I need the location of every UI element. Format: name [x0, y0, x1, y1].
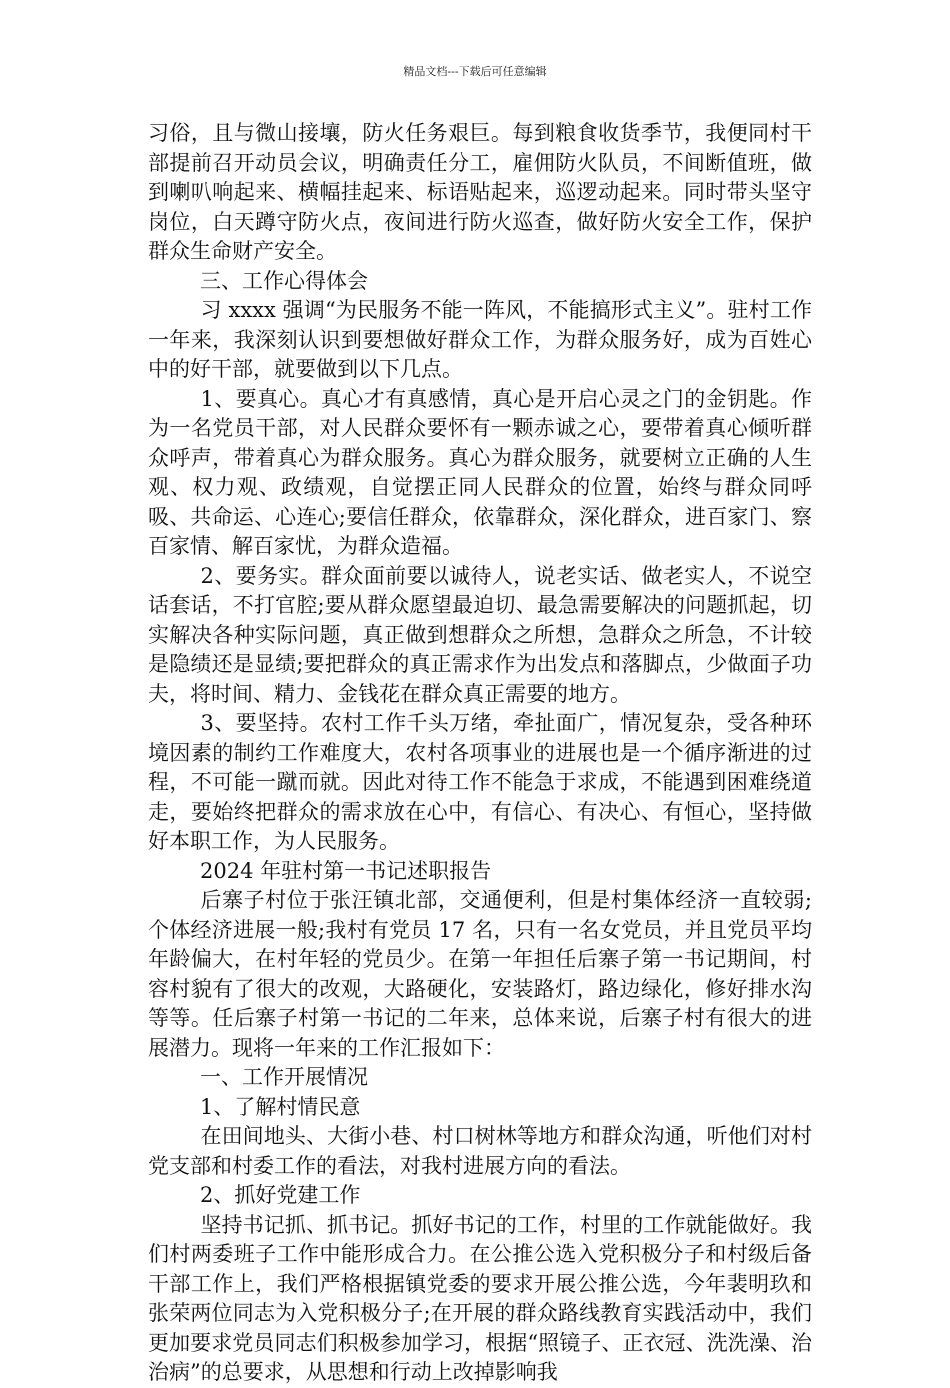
paragraph-persistence: 3、要坚持。农村工作千头万绪，牵扯面广，情况复杂，受各种环境因素的制约工作难度大，农村各项事业的进展也是一个循序渐进的过程，不可能一蹴而就。因此对待工作不能急于求成，不能遇到困难绕道走，要始终把群众的需求放在心中，有信心、有决心、有恒心，坚持做好本职工作，为人民服务。 — [148, 711, 812, 853]
section-heading-work-insights: 三、工作心得体会 — [200, 268, 368, 293]
page-header: 精品文档---下载后可任意编辑 — [403, 65, 547, 78]
subheading-party-building: 2、抓好党建工作 — [200, 1183, 361, 1207]
paragraph-village-overview: 后寨子村位于张汪镇北部，交通便利，但是村集体经济一直较弱;个体经济进展一般;我村有党员 17 名，只有一名女党员，并且党员平均年龄偏大，在村年轻的党员少。在第一年担任后寨子第一书记期间，村容村貌有了很大的改观，大路硬化，安装路灯，路边绿化，修好排水沟等等。任后寨子村第一书记的二年来，总体来说，后寨子村有很大的进展潜力。现将一年来的工作汇报如下： — [148, 888, 812, 1060]
paragraph-serve-people: 习 xxxx 强调“为民服务不能一阵风，不能搞形式主义”。驻村工作一年来，我深刻认识到要想做好群众工作，为群众服务好，成为百姓心中的好干部，就要做到以下几点。 — [148, 298, 812, 381]
paragraph-communication: 在田间地头、大街小巷、村口树林等地方和群众沟通，听他们对村党支部和村委工作的看法，对我村进展方向的看法。 — [148, 1124, 812, 1178]
report-title: 2024 年驻村第一书记述职报告 — [200, 858, 492, 883]
section-heading-work-progress: 一、工作开展情况 — [200, 1065, 368, 1089]
paragraph-party-building: 坚持书记抓、抓书记。抓好书记的工作，村里的工作就能做好。我们村两委班子工作中能形成合力。在公推公选入党积极分子和村级后备干部工作上，我们严格根据镇党委的要求开展公推公选，今年裴明玖和张荣两位同志为入党积极分子;在开展的群众路线教育实践活动中，我们更加要求党员同志们积极参加学习，根据“照镜子、正衣冠、洗洗澡、治治病”的总要求，从思想和行动上改掉影响我 — [148, 1212, 812, 1384]
document-body — [148, 119, 812, 1388]
paragraph-sincerity: 1、要真心。真心才有真感情，真心是开启心灵之门的金钥匙。作为一名党员干部，对人民群众要怀有一颗赤诚之心，要带着真心倾听群众呼声，带着真心为群众服务。真心为群众服务，就要树立正确的人生观、权力观、政绩观，自觉摆正同人民群众的位置，始终与群众同呼吸、共命运、心连心;要信任群众，依靠群众，深化群众，进百家门、察百家情、解百家忧，为群众造福。 — [148, 386, 812, 558]
paragraph-fire-prevention: 习俗，且与微山接壤，防火任务艰巨。每到粮食收货季节，我便同村干部提前召开动员会议，明确责任分工，雇佣防火队员，不间断值班，做到喇叭响起来、横幅挂起来、标语贴起来，巡逻动起来。同时带头坚守岗位，白天蹲守防火点，夜间进行防火巡查，做好防火安全工作，保护群众生命财产安全。 — [148, 121, 812, 263]
subheading-village-conditions: 1、了解村情民意 — [200, 1094, 361, 1119]
paragraph-pragmatism: 2、要务实。群众面前要以诚待人，说老实话、做老实人，不说空话套话，不打官腔;要从群众愿望最迫切、最急需要解决的问题抓起，切实解决各种实际问题，真正做到想群众之所想，急群众之所急，不计较是隐绩还是显绩;要把群众的真正需求作为出发点和落脚点，少做面子功夫，将时间、精力、金钱花在群众真正需要的地方。 — [148, 563, 812, 706]
